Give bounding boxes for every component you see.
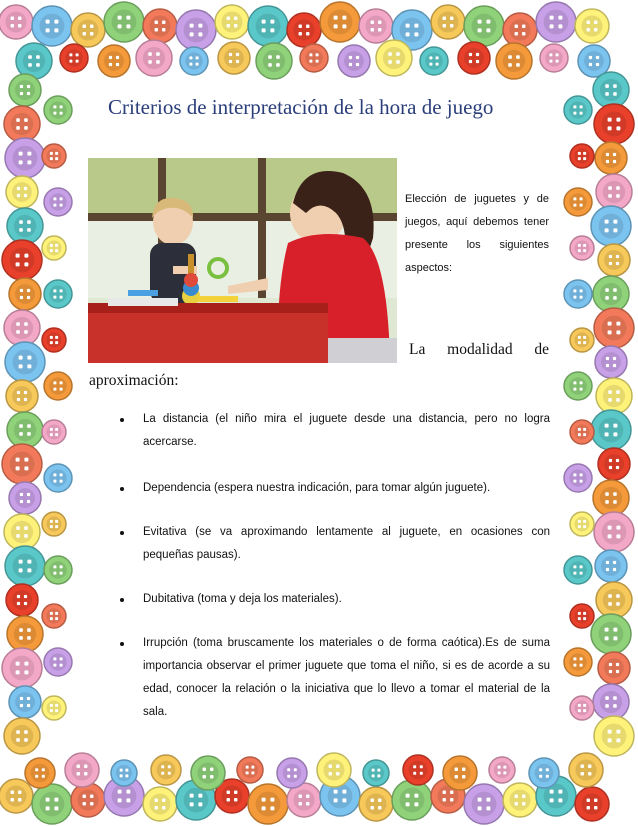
- button-decoration: [536, 2, 576, 42]
- list-item-text: La distancia (el niño mira el juguete desde una distancia, pero no logra acercarse.: [143, 413, 550, 448]
- button-decoration: [591, 614, 631, 654]
- button-decoration: [594, 308, 634, 348]
- list-item-text: Evitativa (se va aproximando lentamente al juguete, en ocasiones con pequeñas pausas).: [143, 526, 550, 561]
- button-decoration: [42, 328, 66, 352]
- button-decoration: [42, 512, 66, 536]
- button-decoration: [71, 783, 105, 817]
- button-decoration: [596, 378, 632, 414]
- button-decoration: [564, 188, 592, 216]
- button-decoration: [594, 104, 634, 144]
- button-decoration: [591, 410, 631, 450]
- button-decoration: [570, 328, 594, 352]
- button-decoration: [594, 512, 634, 552]
- button-decoration: [564, 280, 592, 308]
- bullet-icon: [120, 531, 124, 535]
- button-decoration: [16, 43, 52, 79]
- button-decoration: [598, 448, 630, 480]
- button-decoration: [180, 47, 208, 75]
- button-decoration: [6, 584, 38, 616]
- button-decoration: [363, 760, 389, 786]
- button-decoration: [5, 546, 45, 586]
- button-decoration: [320, 2, 360, 42]
- button-decoration: [7, 616, 43, 652]
- button-decoration: [176, 10, 216, 50]
- button-decoration: [32, 6, 72, 46]
- button-decoration: [464, 6, 504, 46]
- child-and-woman-playing-photo: [88, 158, 397, 363]
- list-item: [108, 521, 550, 567]
- button-decoration: [42, 144, 66, 168]
- list-item: [108, 408, 550, 454]
- button-decoration: [570, 420, 594, 444]
- modalidad-continuation: aproximación:: [89, 372, 179, 389]
- button-decoration: [71, 13, 105, 47]
- page-title: Criterios de interpretación de la hora de juego: [108, 95, 494, 119]
- list-item: [108, 477, 550, 500]
- button-decoration: [4, 310, 40, 346]
- button-decoration: [403, 755, 433, 785]
- button-decoration: [570, 604, 594, 628]
- button-decoration: [143, 787, 177, 821]
- button-decoration: [98, 45, 130, 77]
- button-decoration: [564, 556, 592, 584]
- button-decoration: [564, 648, 592, 676]
- button-decoration: [594, 716, 634, 756]
- list-item-text: Irrupción (toma bruscamente los materiales o de forma caótica).Es de suma importancia observar el primer juguete que toma el niño, si es de acorde a su edad, conocer la relación o la iniciativa que lo llevo a tomar el material de la sala.: [143, 637, 550, 718]
- button-decoration: [2, 240, 42, 280]
- button-decoration: [104, 2, 144, 42]
- button-decoration: [42, 604, 66, 628]
- modalidad-word-1: La: [409, 341, 426, 358]
- button-decoration: [44, 96, 72, 124]
- modalidad-heading: [409, 341, 549, 359]
- button-decoration: [9, 686, 41, 718]
- button-decoration: [503, 13, 537, 47]
- button-decoration: [540, 44, 568, 72]
- button-decoration: [136, 40, 172, 76]
- bullet-icon: [120, 418, 124, 422]
- list-item: [108, 588, 550, 611]
- button-decoration: [570, 696, 594, 720]
- bullet-icon: [120, 487, 124, 491]
- button-decoration: [6, 176, 38, 208]
- button-decoration: [458, 42, 490, 74]
- button-decoration: [376, 40, 412, 76]
- list-item-text: Dubitativa (toma y deja los materiales).: [143, 593, 342, 605]
- button-decoration: [7, 208, 43, 244]
- button-decoration: [570, 236, 594, 260]
- button-decoration: [191, 756, 225, 790]
- button-decoration: [4, 106, 40, 142]
- button-decoration: [9, 482, 41, 514]
- button-decoration: [42, 420, 66, 444]
- button-decoration: [42, 696, 66, 720]
- button-decoration: [564, 372, 592, 400]
- button-decoration: [143, 9, 177, 43]
- button-decoration: [44, 556, 72, 584]
- button-decoration: [596, 174, 632, 210]
- button-decoration: [256, 43, 292, 79]
- button-decoration: [593, 72, 629, 108]
- button-decoration: [44, 280, 72, 308]
- button-decoration: [464, 784, 504, 824]
- button-decoration: [4, 514, 40, 550]
- button-decoration: [503, 783, 537, 817]
- button-decoration: [2, 444, 42, 484]
- button-decoration: [564, 464, 592, 492]
- button-decoration: [570, 144, 594, 168]
- button-decoration: [598, 244, 630, 276]
- button-decoration: [248, 6, 288, 46]
- button-decoration: [5, 342, 45, 382]
- modalidad-word-2: modalidad: [447, 341, 513, 358]
- button-decoration: [44, 464, 72, 492]
- list-item-text: Dependencia (espera nuestra indicación, para tomar algún juguete).: [143, 482, 491, 494]
- button-decoration: [248, 784, 288, 824]
- button-decoration: [2, 648, 42, 688]
- button-decoration: [65, 753, 99, 787]
- bullet-list: [108, 408, 550, 724]
- button-decoration: [317, 753, 351, 787]
- bullet-icon: [120, 598, 124, 602]
- button-decoration: [598, 652, 630, 684]
- button-decoration: [443, 756, 477, 790]
- button-decoration: [44, 188, 72, 216]
- button-decoration: [575, 9, 609, 43]
- button-decoration: [496, 43, 532, 79]
- button-decoration: [4, 718, 40, 754]
- button-decoration: [338, 45, 370, 77]
- intro-paragraph: Elección de juguetes y de juegos, aquí debemos tener presente los siguientes aspectos:: [405, 193, 549, 274]
- button-decoration: [0, 779, 33, 813]
- button-decoration: [277, 758, 307, 788]
- bullet-icon: [120, 642, 124, 646]
- button-decoration: [44, 372, 72, 400]
- button-decoration: [237, 757, 263, 783]
- button-decoration: [529, 758, 559, 788]
- button-decoration: [591, 206, 631, 246]
- button-decoration: [593, 684, 629, 720]
- button-decoration: [593, 276, 629, 312]
- button-decoration: [9, 74, 41, 106]
- button-decoration: [489, 757, 515, 783]
- button-decoration: [359, 9, 393, 43]
- button-decoration: [215, 5, 249, 39]
- button-decoration: [564, 96, 592, 124]
- button-decoration: [218, 42, 250, 74]
- button-decoration: [5, 138, 45, 178]
- button-decoration: [60, 44, 88, 72]
- button-decoration: [42, 236, 66, 260]
- button-decoration: [300, 44, 328, 72]
- button-decoration: [570, 512, 594, 536]
- button-decoration: [596, 582, 632, 618]
- button-decoration: [151, 755, 181, 785]
- list-item: [108, 632, 550, 724]
- button-decoration: [359, 787, 393, 821]
- button-decoration: [595, 346, 627, 378]
- button-decoration: [595, 550, 627, 582]
- button-decoration: [111, 760, 137, 786]
- button-decoration: [575, 787, 609, 821]
- button-decoration: [32, 784, 72, 824]
- button-decoration: [287, 13, 321, 47]
- button-decoration: [431, 5, 465, 39]
- button-decoration: [392, 780, 432, 820]
- button-decoration: [7, 412, 43, 448]
- modalidad-word-3: de: [534, 341, 549, 358]
- button-decoration: [420, 47, 448, 75]
- button-decoration: [593, 480, 629, 516]
- button-decoration: [6, 380, 38, 412]
- button-decoration: [595, 142, 627, 174]
- button-decoration: [44, 648, 72, 676]
- button-decoration: [569, 753, 603, 787]
- button-decoration: [25, 758, 55, 788]
- button-decoration: [9, 278, 41, 310]
- button-decoration: [0, 5, 33, 39]
